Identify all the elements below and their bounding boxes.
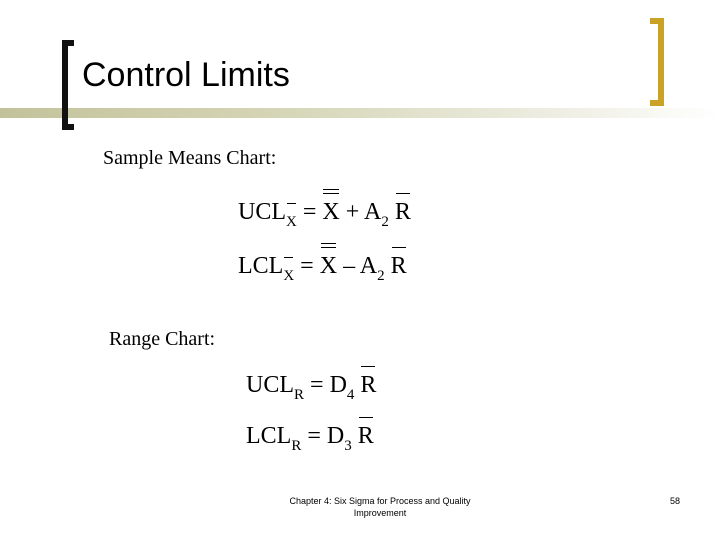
r-bar: R [360, 372, 377, 398]
d-coefficient: D [326, 423, 345, 449]
ucl-label: UCL [238, 199, 286, 225]
a-subscript: 2 [377, 268, 385, 284]
lcl-label: LCL [246, 423, 292, 449]
d-subscript: 4 [346, 387, 355, 403]
lcl-r-equation [246, 422, 374, 453]
minus-sign: – [343, 253, 356, 279]
footer-line-2: Improvement [353, 508, 407, 518]
plus-sign: + [345, 199, 360, 225]
slide-footer [270, 495, 490, 519]
equals-sign: = [302, 199, 317, 225]
left-bracket-decoration [62, 40, 74, 130]
range-chart-heading: Range Chart: [109, 328, 216, 350]
r-subscript: R [294, 387, 305, 403]
xbar-subscript: X [286, 208, 297, 236]
x-double-bar: X [322, 199, 340, 225]
r-subscript: R [291, 438, 302, 454]
ucl-label: UCL [246, 372, 294, 398]
a-coefficient: A [359, 253, 378, 279]
lcl-xbar-equation [238, 252, 407, 283]
right-bracket-decoration [650, 18, 664, 106]
sample-means-heading: Sample Means Chart: [103, 147, 277, 169]
footer-line-1: Chapter 4: Six Sigma for Process and Quality [289, 496, 471, 506]
slide-title: Control Limits [82, 56, 290, 94]
equals-sign: = [300, 253, 314, 279]
page-number: 58 [669, 496, 680, 506]
xbar-subscript: X [283, 262, 294, 290]
r-bar: R [394, 199, 411, 225]
equals-sign: = [307, 423, 321, 449]
lcl-label: LCL [238, 253, 284, 279]
a-subscript: 2 [381, 214, 389, 230]
ucl-r-equation [246, 371, 376, 402]
equals-sign: = [310, 372, 324, 398]
ucl-xbar-equation [238, 198, 411, 229]
d-coefficient: D [329, 372, 347, 398]
r-bar: R [390, 253, 407, 279]
a-coefficient: A [363, 199, 382, 225]
d-subscript: 3 [344, 438, 352, 454]
title-underline-band [0, 108, 720, 118]
r-bar: R [357, 423, 374, 449]
x-double-bar: X [319, 253, 338, 279]
